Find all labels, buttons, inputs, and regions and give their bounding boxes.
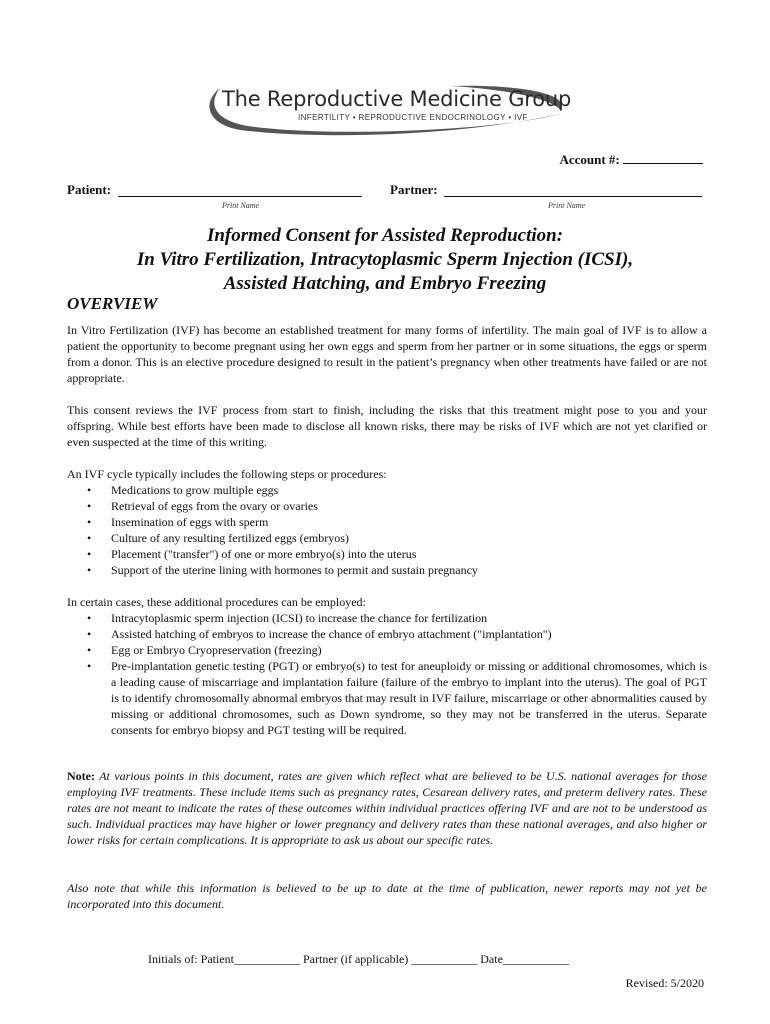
rates-note — [67, 768, 707, 848]
list-item: • Assisted hatching of embryos to increase the chance of embryo attachment ("implantation") — [67, 626, 707, 642]
patient-name-line[interactable] — [118, 196, 362, 197]
ivf-steps-intro: An IVF cycle typically includes the following steps or procedures: — [67, 467, 387, 481]
logo-title: The Reproductive Medicine Group — [222, 87, 572, 111]
note-label: Note: — [67, 769, 95, 783]
publication-note: Also note that while this information is believed to be up to date at the time of publication, newer reports may not yet be incorporated into this document. — [67, 881, 707, 911]
list-item: • Culture of any resulting fertilized eggs (embryos) — [67, 530, 707, 546]
revised-date: Revised: 5/2020 — [625, 976, 704, 990]
overview-heading: OVERVIEW — [67, 294, 158, 313]
title-line-2: In Vitro Fertilization, Intracytoplasmic Sperm Injection (ICSI), — [136, 249, 634, 270]
list-item: • Retrieval of eggs from the ovary or ovaries — [67, 498, 707, 514]
document-title — [60, 224, 710, 296]
title-line-1: Informed Consent for Assisted Reproduction: — [206, 225, 564, 246]
account-field — [559, 152, 703, 168]
list-item: • Placement ("transfer") of one or more embryo(s) into the uterus — [67, 546, 707, 562]
logo — [200, 80, 570, 140]
partner-label: Partner: — [390, 182, 438, 197]
list-item: • Medications to grow multiple eggs — [67, 482, 707, 498]
intro-paragraph: In Vitro Fertilization (IVF) has become an established treatment for many forms of infertility. The main goal of IVF is to allow a patient the opportunity to become pregnant using her own eggs and sperm from her partner or in some situations, the eggs or sperm from a donor. This is an elective procedure designed to result in the patient’s pregnancy when other treatments have failed or are not appropriate. — [67, 323, 707, 385]
list-item: • Egg or Embryo Cryopreservation (freezing) — [67, 642, 707, 658]
account-blank[interactable] — [623, 152, 703, 164]
consent-scope-paragraph: This consent reviews the IVF process from start to finish, including the risks that this treatment might pose to you and your offspring. While best efforts have been made to disclose all known risks, there may be risks of IVF which are not yet clarified or even suspected at the time of this writing. — [67, 403, 707, 449]
patient-print-name: Print Name — [222, 201, 260, 210]
list-item: • Intracytoplasmic sperm injection (ICSI) to increase the chance for fertilization — [67, 610, 707, 626]
list-item: • Pre-implantation genetic testing (PGT) or embryo(s) to test for aneuploidy or missing or additional chromosomes, which is a leading cause of miscarriage and implantation failure (failure of the embryo to implant into the uterus). The goal of PGT is to identify chromosomally abnormal embryos that may result in IVF failure, miscarriage or other abnormalities caused by missing or additional chromosomes, such as Down syndrome, so they may not be transferred in the uterus. Separate consents for embryo biopsy and PGT testing will be required. — [67, 658, 707, 738]
title-line-3: Assisted Hatching, and Embryo Freezing — [223, 273, 547, 294]
list-item: • Insemination of eggs with sperm — [67, 514, 707, 530]
additional-procedures-list — [67, 610, 707, 738]
list-item: • Support of the uterine lining with hormones to permit and sustain pregnancy — [67, 562, 707, 578]
ivf-steps-list — [67, 482, 707, 578]
note-text: At various points in this document, rates are given which reflect what are believed to be U.S. national averages for those employing IVF treatments. These include items such as pregnancy rates, Cesarean delivery rates, and preterm delivery rates. These rates are not meant to indicate the rates of these outcomes within individual practices offering IVF and are not to be understood as such. Individual practices may have higher or lower pregnancy and delivery rates than these national averages, and also higher or lower risks for certain complications. It is appropriate to ask us about our specific rates. — [67, 769, 707, 847]
partner-print-name: Print Name — [548, 201, 586, 210]
additional-procedures-intro: In certain cases, these additional procedures can be employed: — [67, 595, 366, 609]
partner-name-line[interactable] — [444, 196, 702, 197]
patient-label: Patient: — [67, 182, 112, 197]
account-label: Account #: — [559, 152, 620, 167]
initials-line[interactable]: Initials of: Patient___________ Partner (if applicable) ___________ Date___________ — [148, 952, 569, 966]
logo-subtitle: INFERTILITY • REPRODUCTIVE ENDOCRINOLOGY • IVF — [298, 113, 528, 122]
